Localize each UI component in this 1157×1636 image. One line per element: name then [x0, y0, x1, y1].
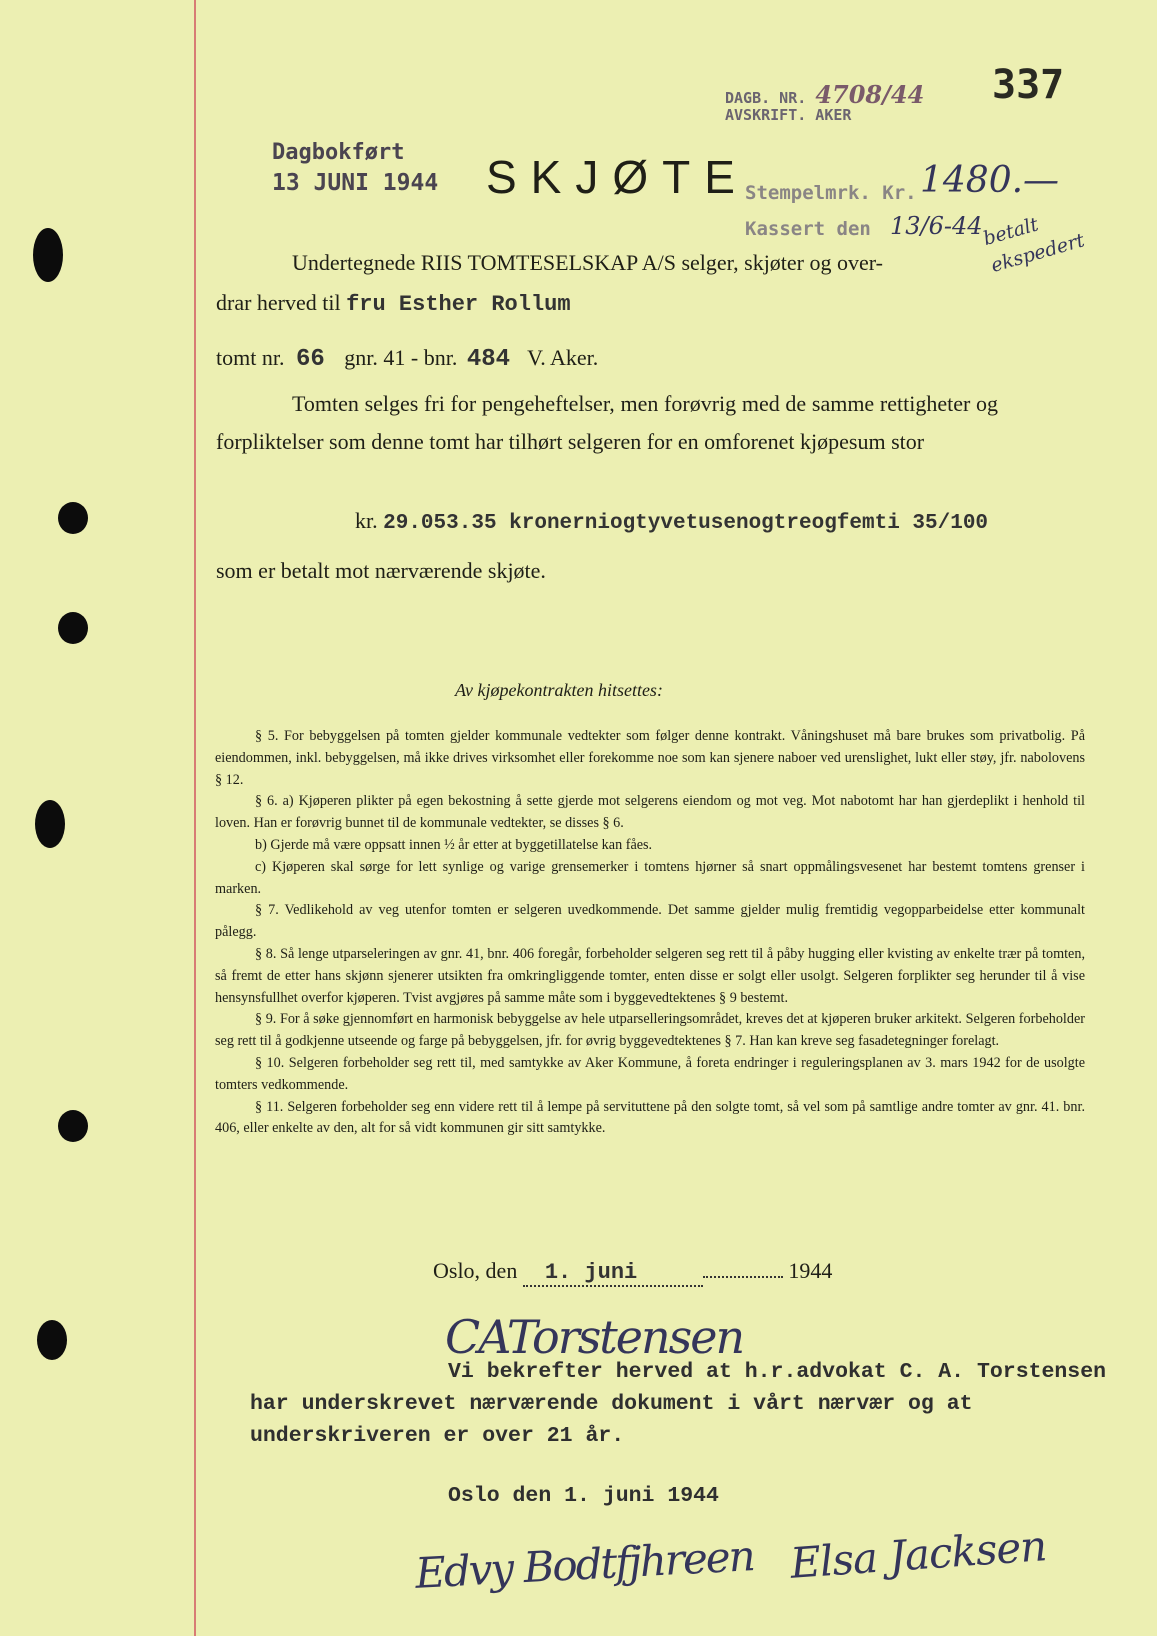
signing-date-field: [523, 1258, 703, 1287]
signing-place-prefix: Oslo, den: [433, 1258, 518, 1283]
contract-paragraph-7: § 7. Vedlikehold av veg utenfor tomten er selgeren uvedkommende. Det samme gjelder mulig fremtidig vegopparbeidelse etter kommunalt pålegg.: [215, 902, 1085, 941]
signing-year: 1944: [788, 1258, 833, 1283]
intro-line-2-prefix: drar herved til: [216, 290, 341, 315]
contract-heading: Av kjøpekontrakten hitsettes:: [455, 680, 663, 700]
signing-place-date: [433, 1258, 832, 1287]
dagb-nr-stamp: [725, 80, 924, 109]
intro-line-2: [216, 290, 571, 317]
binder-hole: [58, 502, 88, 534]
intro-body: Tomten selges fri for pengeheftelser, men forøvrig med de samme rettigheter og forpliktelser som denne tomt har tilhørt selgeren for en omforenet kjøpesum stor: [216, 391, 998, 454]
contract-paragraph-8: § 8. Så lenge utparseleringen av gnr. 41, bnr. 406 foregår, forbeholder selgeren seg rett til å påby hugging eller kvisting av enkelte trær på tomten, så fremt de etter hans skjønn sjenerer utsikten fra omkringliggende tomter, enten disse er solgt eller usolgt. Selgeren forplikter seg herunder til å vise hensynsfullhet overfor kjøperen. Tvist avgjøres på samme måte som i byggevedtektenes § 9 bestemt.: [215, 945, 1085, 1006]
paid-line: som er betalt mot nærværende skjøte.: [216, 558, 546, 583]
buyer-name: fru Esther Rollum: [346, 292, 571, 317]
contract-paragraph-6c: c) Kjøperen skal sørge for lett synlige og varige grensemerker i tomtens hjørner så snart oppmålingsvesenet har bestemt tomtens grenser i marken.: [215, 858, 1085, 897]
margin-rule: [194, 0, 196, 1636]
margin-note: betalt ekspedert: [980, 213, 1087, 277]
purchase-amount: 29.053.35 kronerniogtyvetusenogtreogfemti 35/100: [383, 512, 989, 535]
contract-paragraph-6b: b) Gjerde må være oppsatt innen ½ år etter at byggetillatelse kan fåes.: [255, 836, 653, 853]
tomt-line: [216, 345, 598, 373]
location: V. Aker.: [527, 345, 599, 370]
contract-paragraph-9: § 9. For å søke gjennomført en harmonisk bebyggelse av hele utparselleringsområdet, kreves det at kjøperen bruker arkitekt. Selgeren forbeholder seg rett til å godkjenne utseende og farge på bebyggelsen, jfr. for øvrig byggevedtektenes § 7. Han kan kreve seg fasadetegninger forelagt.: [215, 1011, 1085, 1050]
witness-date: Oslo den 1. juni 1944: [448, 1484, 719, 1508]
witness-signature-2: Elsa Jacksen: [788, 1521, 1048, 1588]
amount-line: [355, 508, 988, 535]
contract-paragraph-5: § 5. For bebyggelsen på tomten gjelder kommunale vedtekter som følger denne kontrakt. Våningshuset må bare brukes som privatbolig. På eiendommen, inkl. bebyggelsen, må ikke drives virksomhet eller forekomme noe som kan sjenere naboer ved urenslighet, lukt eller støy, jfr. nabolovens § 12.: [215, 728, 1085, 788]
intro-line-1: Undertegnede RIIS TOMTESELSKAP A/S selger, skjøter og over-: [292, 250, 883, 275]
witness-line-3: underskriveren er over 21 år.: [250, 1424, 625, 1448]
binder-hole: [58, 612, 88, 644]
binder-hole: [35, 800, 65, 848]
dagb-nr-value: 4708/44: [815, 80, 925, 109]
signing-date: 1. juni: [544, 1260, 638, 1285]
binder-hole: [58, 1110, 88, 1142]
principal-signature: CATorstensen: [445, 1310, 744, 1364]
binder-hole: [37, 1320, 67, 1360]
kassert-value: 13/6-44: [890, 212, 983, 240]
bnr-number: 484: [466, 346, 511, 373]
kr-prefix: kr.: [355, 508, 378, 533]
dagbokfort-stamp: Dagbokført: [272, 140, 405, 165]
page-number: 337: [992, 62, 1065, 108]
contract-paragraph-11: § 11. Selgeren forbeholder seg enn videre rett til å lempe på servituttene på den solgte tomt, så vel som på samtlige andre tomter av gnr. 41. bnr. 406, eller enkelte av den, alt for så vidt kommunen gir sitt samtykke.: [215, 1098, 1085, 1137]
contract-paragraphs: [215, 726, 1085, 1140]
contract-paragraph-6a: § 6. a) Kjøperen plikter på egen bekostning å sette gjerde mot selgerens eiendom og mot veg. Mot nabotomt har han gjerdeplikt i henhold til loven. Han er forøvrig bunnet til de kommunale vedtekter, se disses § 6.: [215, 793, 1085, 832]
tomt-prefix: tomt nr.: [216, 345, 285, 370]
tomt-number: 66: [295, 346, 325, 373]
witness-signature-1: Edvy Bodtfjhreen: [413, 1531, 755, 1598]
dagbokfort-date: 13 JUNI 1944: [272, 170, 439, 196]
avskrift-stamp: AVSKRIFT. AKER: [725, 106, 852, 124]
signing-dotline: [703, 1276, 783, 1278]
dagb-nr-label: DAGB. NR.: [725, 89, 807, 107]
stempel-label: Stempelmrk. Kr.: [745, 182, 917, 204]
stempel-value: 1480.—: [920, 160, 1060, 201]
binder-hole: [33, 228, 63, 282]
document-title: SKJØTE: [486, 151, 749, 203]
witness-line-1: Vi bekrefter herved at h.r.advokat C. A. Torstensen: [448, 1360, 1107, 1384]
kassert-label: Kassert den: [745, 218, 871, 240]
contract-paragraph-10: § 10. Selgeren forbeholder seg rett til, med samtykke av Aker Kommune, å foreta endringer i reguleringsplanen av 3. mars 1942 for de usolgte tomters vedkommende.: [215, 1054, 1085, 1093]
witness-line-2: har underskrevet nærværende dokument i vårt nærvær og at: [250, 1392, 973, 1416]
gnr-text: gnr. 41 - bnr.: [344, 345, 458, 370]
